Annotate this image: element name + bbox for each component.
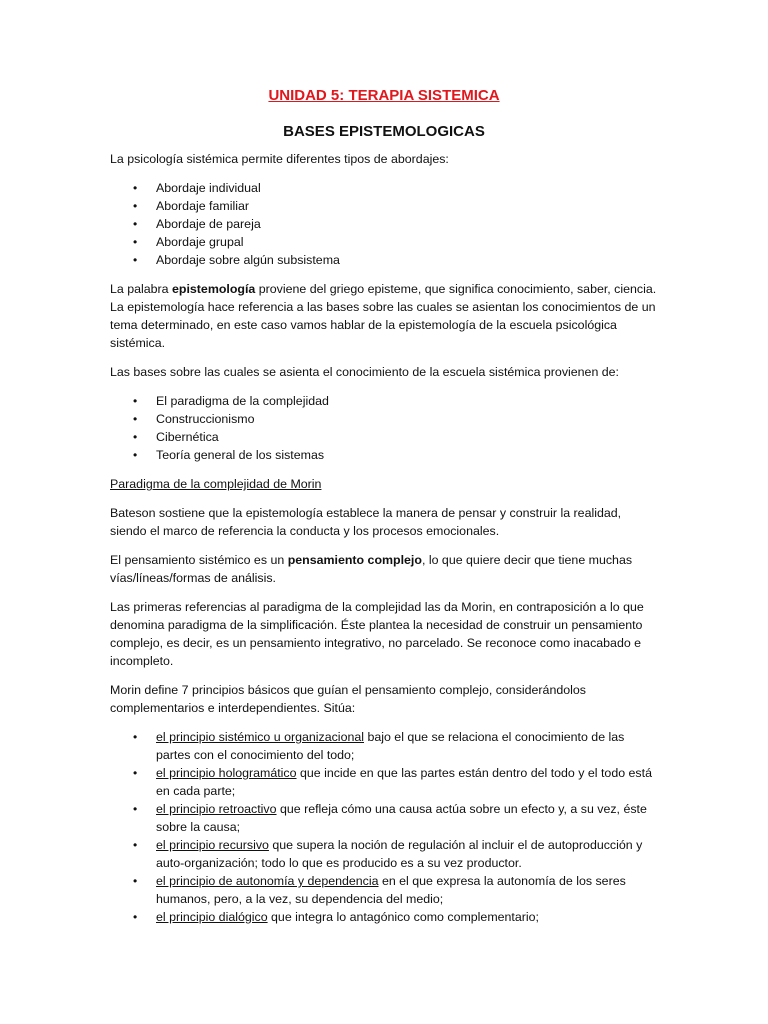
list-item-text: Abordaje de pareja: [156, 217, 261, 231]
bold-term: epistemología: [172, 282, 256, 296]
list-item-text: Teoría general de los sistemas: [156, 448, 325, 462]
bullet-icon: •: [133, 181, 138, 195]
list-item-text: Abordaje familiar: [156, 199, 249, 213]
list-item-abordaje: [110, 179, 658, 197]
bold-term: pensamiento complejo: [287, 553, 422, 567]
list-item-text: Construccionismo: [156, 412, 255, 426]
principio-name: el principio hologramático: [156, 766, 297, 780]
principios-list: [110, 728, 658, 926]
principio-description: bajo el que se relaciona el conocimiento de las partes con el conocimiento del todo;: [156, 730, 625, 762]
list-item-principio: [110, 728, 658, 764]
list-item-principio: [110, 800, 658, 836]
morin-paragraph: Las primeras referencias al paradigma de la complejidad las da Morin, en contraposición a lo que denomina paradigma de la simplificación. Éste plantea la necesidad de construir un pensamiento complejo, es decir, es un pensamiento integrativo, no parcelado. Se reconoce como inacabado e incompleto.: [110, 600, 644, 668]
bullet-icon: •: [133, 253, 138, 267]
list-item-text: Abordaje sobre algún subsistema: [156, 253, 340, 267]
bullet-icon: •: [133, 910, 138, 924]
principio-name: el principio retroactivo: [156, 802, 277, 816]
principio-description: que supera la noción de regulación al incluir el de autoproducción y auto-organización; todo lo que es producido es a su vez productor.: [156, 838, 643, 870]
bullet-icon: •: [133, 199, 138, 213]
list-item-abordaje: [110, 197, 658, 215]
list-item-abordaje: [110, 251, 658, 269]
pensamiento-paragraph: [110, 551, 658, 587]
bullet-icon: •: [133, 217, 138, 231]
principio-name: el principio dialógico: [156, 910, 268, 924]
bases-list: [110, 392, 658, 464]
bullet-icon: •: [133, 412, 138, 426]
principio-description: que incide en que las partes están dentro del todo y el todo está en cada parte;: [156, 766, 652, 798]
list-item-base: [110, 392, 658, 410]
list-item-principio: [110, 764, 658, 800]
list-item-principio: [110, 908, 658, 926]
bullet-icon: •: [133, 874, 138, 888]
bateson-paragraph: Bateson sostiene que la epistemología establece la manera de pensar y construir la realidad, siendo el marco de referencia la conducta y los procesos emocionales.: [110, 506, 622, 538]
list-item-text: Cibernética: [156, 430, 219, 444]
principios-intro-paragraph: Morin define 7 principios básicos que guían el pensamiento complejo, considerándolos complementarios e interdependientes. Sitúa:: [110, 683, 586, 715]
document-subtitle: BASES EPISTEMOLOGICAS: [283, 123, 485, 140]
bullet-icon: •: [133, 802, 138, 816]
principio-description: que refleja cómo una causa actúa sobre un efecto y, a su vez, éste sobre la causa;: [156, 802, 647, 834]
principio-name: el principio sistémico u organizacional: [156, 730, 364, 744]
list-item-principio: [110, 836, 658, 872]
bullet-icon: •: [133, 838, 138, 852]
list-item-text: El paradigma de la complejidad: [156, 394, 329, 408]
bullet-icon: •: [133, 448, 138, 462]
paragraph-text: , lo que quiere decir que tiene muchas vías/líneas/formas de análisis.: [110, 553, 633, 585]
bullet-icon: •: [133, 730, 138, 744]
document-title: UNIDAD 5: TERAPIA SISTEMICA: [268, 87, 500, 104]
list-item-text: Abordaje grupal: [156, 235, 244, 249]
list-item-base: [110, 410, 658, 428]
section-heading: Paradigma de la complejidad de Morin: [110, 477, 322, 491]
list-item-abordaje: [110, 215, 658, 233]
bullet-icon: •: [133, 430, 138, 444]
paragraph-text: El pensamiento sistémico es un: [110, 553, 288, 567]
list-item-principio: [110, 872, 658, 908]
principio-description: en el que expresa la autonomía de los seres humanos, pero, a la vez, su dependencia del medio;: [156, 874, 626, 906]
intro-paragraph: La psicología sistémica permite diferentes tipos de abordajes:: [110, 152, 449, 166]
bases-intro-paragraph: Las bases sobre las cuales se asienta el conocimiento de la escuela sistémica provienen de:: [110, 365, 619, 379]
epistemologia-paragraph: [110, 280, 658, 352]
bullet-icon: •: [133, 766, 138, 780]
bullet-icon: •: [133, 394, 138, 408]
paragraph-text: proviene del griego episteme, que significa conocimiento, saber, ciencia. La epistemología hace referencia a las bases sobre las cuales se asientan los conocimientos de un tema determinado, en este caso vamos hablar de la epistemología de la escuela psicológica sistémica.: [110, 282, 657, 350]
principio-description: que integra lo antagónico como complementario;: [267, 910, 539, 924]
list-item-base: [110, 428, 658, 446]
list-item-abordaje: [110, 233, 658, 251]
list-item-text: Abordaje individual: [156, 181, 261, 195]
principio-name: el principio recursivo: [156, 838, 269, 852]
principio-name: el principio de autonomía y dependencia: [156, 874, 379, 888]
paragraph-text: La palabra: [110, 282, 173, 296]
list-item-base: [110, 446, 658, 464]
abordajes-list: [110, 179, 658, 269]
bullet-icon: •: [133, 235, 138, 249]
